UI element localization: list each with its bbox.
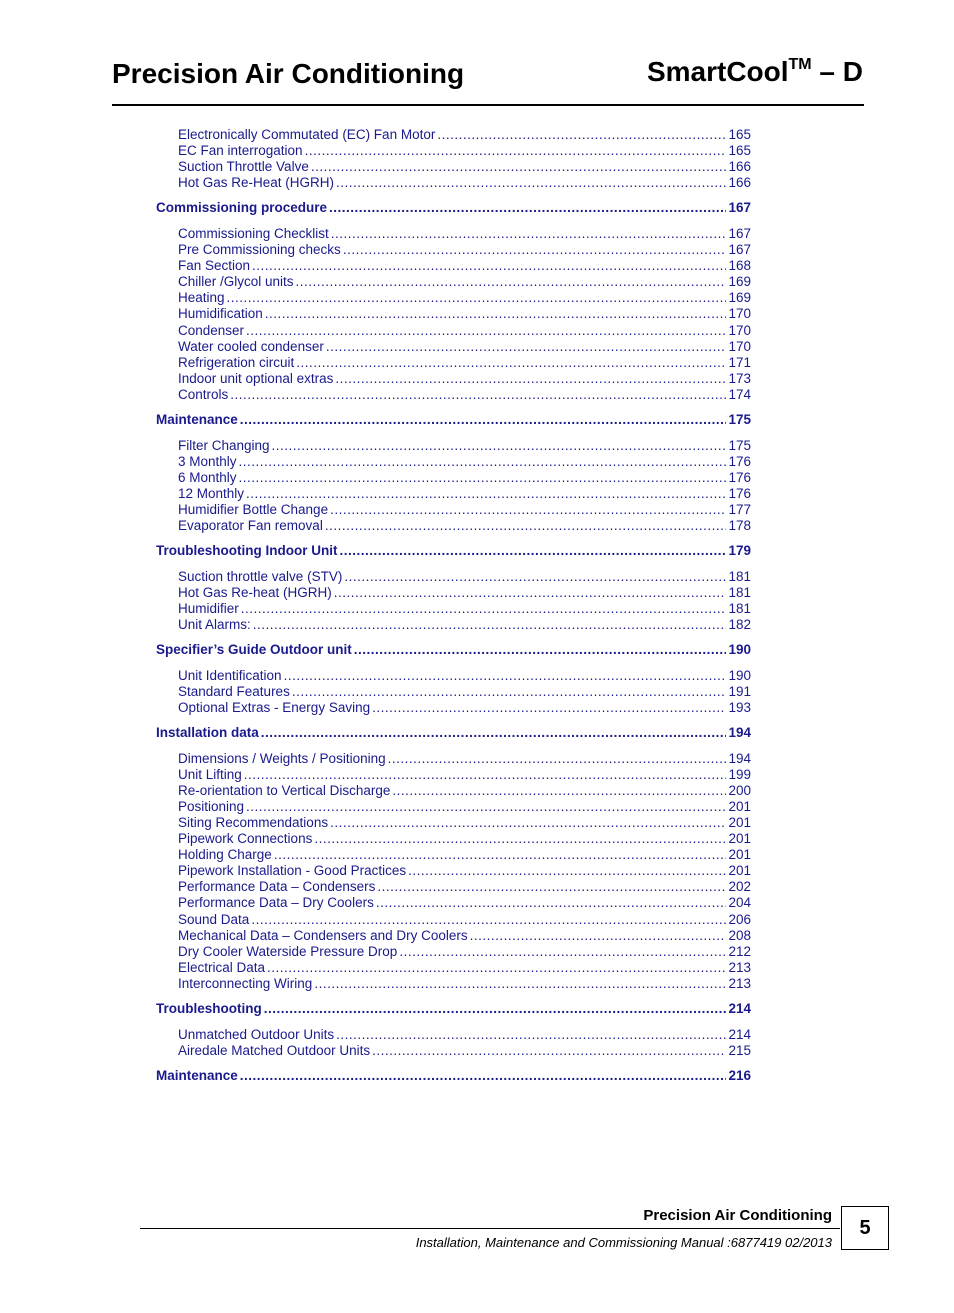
toc-entry-label: Standard Features [178, 683, 290, 699]
toc-entry-label: Holding Charge [178, 847, 272, 863]
toc-dot-leader [343, 242, 727, 258]
toc-dot-leader [376, 895, 727, 911]
toc-section-link[interactable] [156, 1068, 751, 1084]
toc-entry-label: 6 Monthly [178, 469, 237, 485]
toc-dot-leader [253, 617, 727, 633]
toc-page-number: 182 [728, 617, 751, 633]
toc-entry-link[interactable] [156, 371, 751, 387]
toc-dot-leader [252, 258, 726, 274]
toc-entry-label: Siting Recommendations [178, 814, 329, 830]
toc-page-number: 212 [728, 943, 751, 959]
toc-section-link[interactable] [156, 543, 751, 559]
toc-page-number: 201 [728, 814, 751, 830]
toc-dot-leader [336, 1027, 726, 1043]
toc-entry-label: Unmatched Outdoor Units [178, 1026, 335, 1042]
toc-dot-leader [292, 684, 727, 700]
toc-entry-label: 12 Monthly [178, 485, 245, 501]
toc-page-number: 175 [728, 437, 751, 453]
toc-entry-label: Maintenance [156, 1067, 238, 1083]
toc-dot-leader [227, 290, 727, 306]
toc-page-number: 176 [728, 469, 751, 485]
toc-dot-leader [251, 912, 726, 928]
toc-dot-leader [372, 1043, 726, 1059]
toc-entry-link[interactable] [156, 355, 751, 371]
toc-entry-link[interactable] [156, 1043, 751, 1059]
toc-entry-label: Dimensions / Weights / Positioning [178, 750, 386, 766]
toc-page-number: 168 [728, 258, 751, 274]
toc-dot-leader [241, 601, 727, 617]
toc-entry-label: Pipework Connections [178, 831, 313, 847]
toc-dot-leader [274, 847, 727, 863]
toc-entry-link[interactable] [156, 454, 751, 470]
toc-entry-label: Hot Gas Re-Heat (HGRH) [178, 175, 335, 191]
toc-entry-label: Troubleshooting [156, 1001, 262, 1016]
toc-entry-label: Suction throttle valve (STV) [178, 568, 343, 584]
toc-entry-link[interactable] [156, 799, 751, 815]
toc-page-number: 202 [728, 879, 751, 895]
toc-entry-label: Dry Cooler Waterside Pressure Drop [178, 943, 398, 959]
toc-dot-leader [264, 1001, 727, 1017]
toc-dot-leader [388, 751, 727, 767]
toc-dot-leader [326, 339, 727, 355]
toc-section-link[interactable] [156, 642, 751, 658]
toc-dot-leader [336, 175, 726, 191]
toc-dot-leader [329, 200, 726, 216]
toc-entry-link[interactable] [156, 976, 751, 992]
toc-page-number: 201 [728, 831, 751, 847]
toc-entry-link[interactable] [156, 617, 751, 633]
toc-entry-link[interactable] [156, 306, 751, 322]
toc-entry-label: Controls [178, 386, 229, 402]
toc-entry-label: Unit Identification [178, 667, 282, 683]
toc-dot-leader [296, 274, 727, 290]
toc-entry-link[interactable] [156, 518, 751, 534]
toc-page-number: 169 [728, 274, 751, 290]
toc-entry-label: Suction Throttle Valve [178, 159, 309, 175]
toc-entry-link[interactable] [156, 668, 751, 684]
product-variant: – D [811, 56, 863, 87]
trademark-mark: TM [788, 55, 812, 73]
header-title: Precision Air Conditioning [112, 58, 465, 89]
toc-page-number: 166 [728, 159, 751, 175]
toc-entry-link[interactable] [156, 502, 751, 518]
toc-entry-link[interactable] [156, 895, 751, 911]
toc-entry-label: Re-orientation to Vertical Discharge [178, 782, 391, 798]
toc-dot-leader [314, 976, 726, 992]
toc-page-number: 190 [728, 667, 751, 683]
toc-dot-leader [377, 879, 726, 895]
toc-entry-link[interactable] [156, 143, 751, 159]
toc-dot-leader [339, 543, 726, 559]
toc-entry-link[interactable] [156, 226, 751, 242]
toc-page-number: 191 [728, 683, 751, 699]
toc-entry-label: Airedale Matched Outdoor Units [178, 1042, 371, 1058]
toc-entry-label: Electrical Data [178, 959, 266, 975]
toc-entry-label: Sound Data [178, 911, 250, 927]
footer-divider [140, 1228, 840, 1229]
toc-dot-leader [372, 700, 726, 716]
toc-page-number: 214 [728, 1001, 751, 1016]
toc-entry-label: Filter Changing [178, 437, 270, 453]
toc-dot-leader [244, 767, 727, 783]
toc-page-number: 167 [728, 242, 751, 258]
toc-entry-link[interactable] [156, 175, 751, 191]
toc-entry-label: Commissioning Checklist [178, 225, 329, 241]
toc-entry-link[interactable] [156, 585, 751, 601]
toc-entry-label: Heating [178, 290, 225, 306]
toc-section-link[interactable] [156, 412, 751, 428]
toc-entry-link[interactable] [156, 290, 751, 306]
toc-page-number: 201 [728, 847, 751, 863]
toc-page-number: 190 [728, 642, 751, 658]
toc-page-number: 181 [728, 600, 751, 616]
toc-page-number: 176 [728, 485, 751, 501]
toc-entry-label: Humidifier Bottle Change [178, 501, 329, 517]
toc-page-number: 181 [728, 584, 751, 600]
toc-dot-leader [246, 799, 726, 815]
toc-entry-link[interactable] [156, 601, 751, 617]
toc-page-number: 171 [728, 354, 751, 370]
toc-page-number: 169 [728, 290, 751, 306]
toc-entry-label: Installation data [156, 725, 259, 740]
toc-dot-leader [331, 226, 727, 242]
toc-page-number: 214 [728, 1026, 751, 1042]
toc-dot-leader [267, 960, 726, 976]
toc-entry-link[interactable] [156, 944, 751, 960]
toc-page-number: 166 [728, 175, 751, 191]
toc-dot-leader [437, 127, 726, 143]
toc-entry-label: Humidification [178, 306, 263, 322]
toc-entry-link[interactable] [156, 242, 751, 258]
toc-dot-leader [408, 863, 726, 879]
toc-entry-label: Mechanical Data – Condensers and Dry Coolers [178, 927, 468, 943]
toc-dot-leader [325, 518, 727, 534]
toc-entry-link[interactable] [156, 470, 751, 486]
toc-entry-label: Condenser [178, 322, 245, 338]
toc-entry-label: Pipework Installation - Good Practices [178, 863, 407, 879]
toc-section-link[interactable] [156, 725, 751, 741]
toc-entry-link[interactable] [156, 387, 751, 403]
toc-entry-link[interactable] [156, 700, 751, 716]
toc-entry-link[interactable] [156, 912, 751, 928]
toc-dot-leader [272, 438, 727, 454]
toc-section-link[interactable] [156, 200, 751, 216]
toc-dot-leader [265, 306, 727, 322]
toc-dot-leader [334, 585, 727, 601]
toc-entry-label: Electronically Commutated (EC) Fan Motor [178, 127, 436, 142]
toc-page-number: 170 [728, 338, 751, 354]
toc-entry-link[interactable] [156, 783, 751, 799]
toc-dot-leader [246, 323, 726, 339]
toc-entry-label: EC Fan interrogation [178, 143, 303, 159]
toc-page-number: 175 [728, 412, 751, 427]
toc-entry-link[interactable] [156, 127, 751, 143]
toc-page-number: 176 [728, 453, 751, 469]
toc-dot-leader [240, 412, 727, 428]
toc-entry-link[interactable] [156, 879, 751, 895]
toc-entry-link[interactable] [156, 831, 751, 847]
toc-entry-label: Commissioning procedure [156, 200, 328, 216]
toc-page-number: 173 [728, 370, 751, 386]
toc-entry-link[interactable] [156, 767, 751, 783]
toc-page-number: 177 [728, 501, 751, 517]
toc-entry-link[interactable] [156, 258, 751, 274]
toc-entry-label: Performance Data – Condensers [178, 879, 376, 895]
toc-dot-leader [311, 159, 727, 175]
toc-page-number: 170 [728, 306, 751, 322]
toc-page-number: 213 [728, 959, 751, 975]
toc-page-number: 215 [728, 1042, 751, 1058]
toc-entry-label: 3 Monthly [178, 453, 237, 469]
toc-entry-label: Humidifier [178, 600, 239, 616]
footer-manual-reference: Installation, Maintenance and Commissioning Manual :6877419 02/2013 [415, 1235, 832, 1250]
toc-dot-leader [354, 642, 727, 658]
toc-page-number: 165 [728, 143, 751, 159]
toc-dot-leader [399, 944, 726, 960]
toc-page-number: 201 [728, 798, 751, 814]
toc-entry-label: Specifier’s Guide Outdoor unit [156, 642, 352, 658]
toc-dot-leader [239, 454, 727, 470]
toc-entry-label: Unit Lifting [178, 766, 242, 782]
header-divider [112, 104, 864, 106]
toc-entry-link[interactable] [156, 159, 751, 175]
toc-dot-leader [330, 502, 726, 518]
toc-page-number: 178 [728, 518, 751, 534]
toc-page-number: 165 [728, 127, 751, 142]
toc-page-number: 194 [728, 725, 751, 740]
toc-page-number: 216 [728, 1067, 751, 1083]
toc-dot-leader [314, 831, 726, 847]
toc-entry-label: Performance Data – Dry Coolers [178, 895, 374, 911]
toc-page-number: 208 [728, 927, 751, 943]
toc-entry-link[interactable] [156, 815, 751, 831]
toc-entry-label: Pre Commissioning checks [178, 242, 341, 258]
toc-entry-link[interactable] [156, 751, 751, 767]
toc-entry-link[interactable] [156, 274, 751, 290]
toc-entry-link[interactable] [156, 569, 751, 585]
toc-page-number: 204 [728, 895, 751, 911]
toc-dot-leader [296, 355, 726, 371]
toc-entry-label: Indoor unit optional extras [178, 370, 334, 386]
toc-page-number: 167 [728, 200, 751, 216]
toc-entry-label: Hot Gas Re-heat (HGRH) [178, 584, 332, 600]
toc-entry-label: Chiller /Glycol units [178, 274, 294, 290]
toc-entry-link[interactable] [156, 438, 751, 454]
toc-dot-leader [330, 815, 726, 831]
page-number: 5 [841, 1206, 889, 1250]
toc-entry-link[interactable] [156, 684, 751, 700]
toc-dot-leader [305, 143, 727, 159]
toc-page-number: 194 [728, 750, 751, 766]
product-name: SmartCool [646, 56, 789, 87]
toc-page-number: 201 [728, 863, 751, 879]
toc-dot-leader [239, 470, 727, 486]
toc-entry-link[interactable] [156, 486, 751, 502]
toc-page-number: 199 [728, 766, 751, 782]
table-of-contents [156, 127, 751, 1093]
toc-dot-leader [392, 783, 726, 799]
toc-entry-label: Positioning [178, 798, 245, 814]
toc-entry-label: Troubleshooting Indoor Unit [156, 543, 338, 559]
toc-page-number: 179 [728, 543, 751, 559]
toc-dot-leader [335, 371, 726, 387]
toc-entry-label: Water cooled condenser [178, 338, 324, 354]
toc-page-number: 200 [728, 782, 751, 798]
toc-entry-label: Interconnecting Wiring [178, 975, 313, 991]
toc-entry-link[interactable] [156, 928, 751, 944]
toc-page-number: 167 [728, 225, 751, 241]
toc-entry-label: Maintenance [156, 412, 238, 427]
toc-page-number: 170 [728, 322, 751, 338]
toc-entry-link[interactable] [156, 863, 751, 879]
toc-entry-label: Evaporator Fan removal [178, 518, 323, 534]
toc-page-number: 206 [728, 911, 751, 927]
toc-section-link[interactable] [156, 1001, 751, 1017]
toc-dot-leader [230, 387, 726, 403]
toc-dot-leader [261, 725, 727, 741]
toc-entry-link[interactable] [156, 847, 751, 863]
toc-page-number: 174 [728, 386, 751, 402]
toc-entry-label: Optional Extras - Energy Saving [178, 699, 371, 715]
toc-page-number: 193 [728, 699, 751, 715]
toc-entry-link[interactable] [156, 1027, 751, 1043]
toc-entry-label: Unit Alarms: [178, 617, 251, 633]
footer-title: Precision Air Conditioning [643, 1207, 832, 1224]
toc-page-number: 181 [728, 568, 751, 584]
toc-dot-leader [344, 569, 726, 585]
toc-entry-link[interactable] [156, 960, 751, 976]
toc-dot-leader [240, 1068, 727, 1084]
toc-entry-link[interactable] [156, 339, 751, 355]
toc-dot-leader [284, 668, 727, 684]
toc-page-number: 213 [728, 975, 751, 991]
toc-entry-label: Fan Section [178, 258, 251, 274]
product-title [647, 56, 863, 88]
toc-entry-label: Refrigeration circuit [178, 354, 295, 370]
toc-dot-leader [470, 928, 727, 944]
toc-entry-link[interactable] [156, 323, 751, 339]
toc-dot-leader [246, 486, 726, 502]
